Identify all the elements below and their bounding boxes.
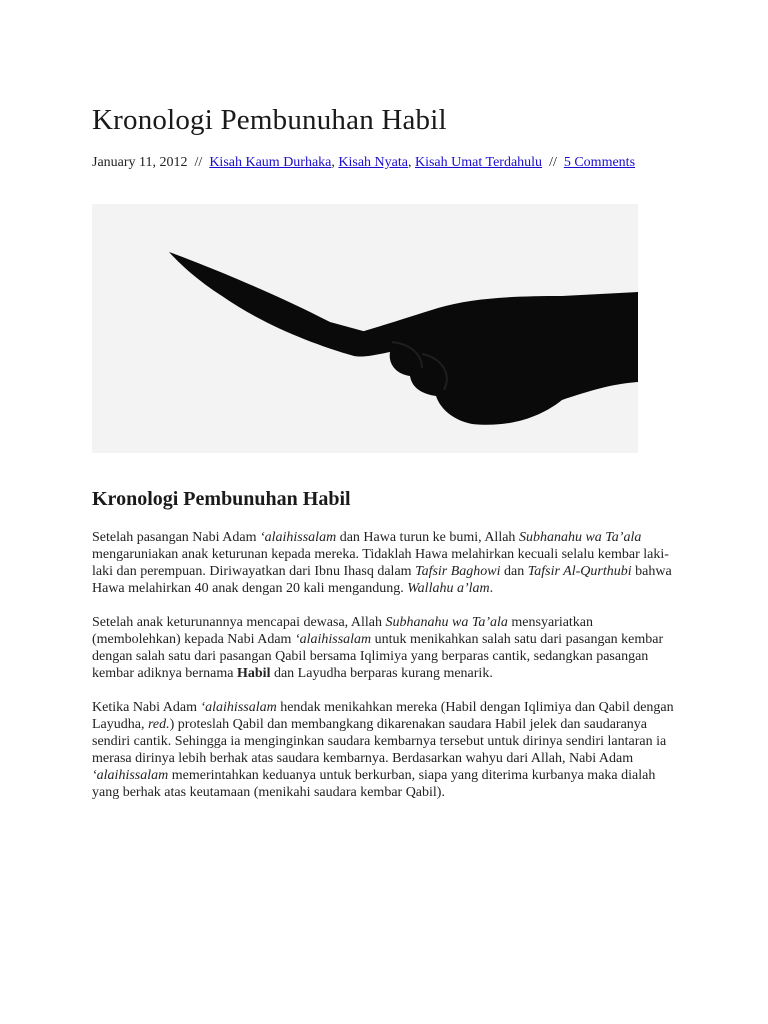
- italic-text: ‘alaihissalam: [92, 768, 169, 783]
- italic-text: Tafsir Baghowi: [415, 564, 501, 579]
- text-run: hendak menikahkan mereka (Habil dengan Iqlimiya dan Qabil dengan Layudha,: [92, 700, 674, 732]
- italic-text: Subhanahu wa Ta’ala: [518, 530, 642, 545]
- text-run: dan Hawa turun ke bumi, Allah: [336, 530, 519, 545]
- meta-separator: //: [549, 155, 557, 170]
- text-run: memerintahkan keduanya untuk berkurban, siapa yang diterima kurbanya maka dialah yang berhak atas keutamaan (menikahi saudara kembar Qabil).: [92, 768, 656, 800]
- category-link-kisah-kaum-durhaka[interactable]: Kisah Kaum Durhaka: [209, 155, 332, 170]
- comments-link[interactable]: 5 Comments: [563, 155, 636, 170]
- text-run: Ketika Nabi Adam: [92, 700, 201, 715]
- paragraph: [92, 529, 682, 597]
- text-run: mengaruniakan anak keturunan kepada mereka. Tidaklah Hawa melahirkan kecuali selalu kembar laki-laki dan perempuan. Diriwayatkan dari Ibnu Ihasq dalam: [92, 547, 669, 579]
- italic-text: Subhanahu wa Ta’ala: [385, 615, 508, 630]
- bold-text: Habil: [237, 666, 271, 681]
- meta-separator: //: [194, 155, 203, 170]
- italic-text: ‘alaihissalam: [200, 700, 277, 715]
- paragraph: [92, 614, 682, 682]
- text-run: dan: [500, 564, 528, 579]
- category-comma: ,: [407, 155, 412, 170]
- italic-text: ‘alaihissalam: [259, 530, 337, 545]
- post-meta: [92, 154, 652, 171]
- hero-image: [92, 204, 638, 453]
- text-run: .: [489, 581, 494, 596]
- category-link-kisah-umat-terdahulu[interactable]: Kisah Umat Terdahulu: [414, 155, 543, 170]
- text-run: ) proteslah Qabil dan membangkang dikarenakan saudara Habil jelek dan saudaranya sendiri cantik. Sehingga ia menginginkan saudara kembarnya tersebut untuk dirinya sendiri lantaran ia merasa dirinya lebih berhak atas saudara kembarnya. Berdasarkan wahyu dari Allah, Nabi Adam: [92, 717, 667, 766]
- paragraph: [92, 699, 682, 801]
- category-comma: ,: [331, 155, 335, 170]
- text-run: Setelah anak keturunannya mencapai dewasa, Allah: [92, 615, 386, 630]
- italic-text: red.: [147, 717, 170, 732]
- category-link-kisah-nyata[interactable]: Kisah Nyata: [338, 155, 408, 170]
- knife-hand-silhouette: [92, 204, 638, 453]
- italic-text: Tafsir Al-Qurthubi: [527, 564, 632, 579]
- text-run: mensyariatkan (membolehkan) kepada Nabi Adam: [92, 615, 594, 647]
- italic-text: ‘alaihissalam: [294, 632, 372, 647]
- text-run: bahwa Hawa melahirkan 40 anak dengan 20 kali mengandung.: [92, 564, 672, 596]
- post-date: January 11, 2012: [92, 155, 188, 170]
- italic-text: Wallahu a’lam: [407, 581, 490, 596]
- text-run: dan Layudha berparas kurang menarik.: [270, 666, 493, 681]
- article-body: [92, 529, 682, 818]
- page-title: Kronologi Pembunuhan Habil: [92, 104, 447, 136]
- section-heading: Kronologi Pembunuhan Habil: [92, 488, 351, 510]
- text-run: untuk menikahkan salah satu dari pasangan kembar dengan salah satu dari pasangan Qabil bersama Iqlimiya yang berparas cantik, sedangkan pasangan kembar adiknya bernama: [92, 632, 664, 681]
- text-run: Setelah pasangan Nabi Adam: [92, 530, 260, 545]
